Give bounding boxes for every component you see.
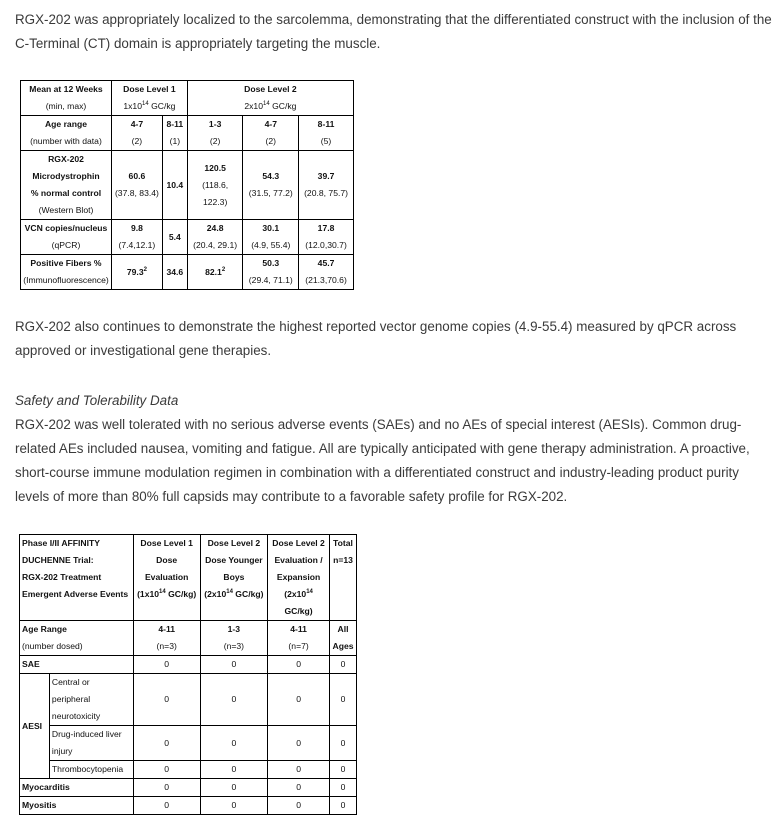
ae-title-line: Phase I/II AFFINITY <box>22 538 100 548</box>
n-value: (1) <box>169 136 181 146</box>
age-value: 4-7 <box>264 119 277 129</box>
pf-value: 34.6 <box>166 266 184 277</box>
age-cell <box>162 116 187 151</box>
ae-count: 0 <box>268 656 330 674</box>
ae-count: 0 <box>268 726 330 761</box>
ae-dose-exponent: 14 <box>159 589 166 596</box>
micro-cell <box>111 151 162 220</box>
dili-label: Drug-induced liver <box>51 729 122 739</box>
dose-1-unit: GC/kg <box>148 101 176 111</box>
pf-label-cell <box>21 255 112 290</box>
ae-count: 0 <box>200 656 268 674</box>
header-mean: Mean at 12 Weeks <box>29 84 103 94</box>
ae-count: 0 <box>329 726 356 761</box>
adverse-events-table <box>19 534 357 815</box>
ae-cpn-row <box>20 674 357 726</box>
ae-header-line: Dose Level 2 <box>207 538 261 548</box>
ae-count: 0 <box>200 761 268 779</box>
ae-age-cell <box>329 621 356 656</box>
ae-age-cell <box>133 621 200 656</box>
micro-range: (31.5, 77.2) <box>248 188 293 198</box>
ae-dose-exponent: 14 <box>306 589 313 596</box>
pf-cell <box>243 255 299 290</box>
ae-total-label: Total <box>333 538 353 548</box>
micro-cell <box>299 151 354 220</box>
dose-2-amount-cell <box>187 98 353 116</box>
pf-range: (21.3,70.6) <box>305 275 347 285</box>
n-value: (2) <box>265 136 277 146</box>
age-label-cell <box>21 116 112 151</box>
pf-range: (29.4, 71.1) <box>248 275 293 285</box>
micro-label-cell <box>21 151 112 220</box>
pf-value: 82.1 <box>205 266 222 277</box>
dili-label: injury <box>51 746 73 756</box>
ae-count: 0 <box>133 656 200 674</box>
ae-thrombo-row <box>20 761 357 779</box>
microdystrophin-row <box>21 151 354 220</box>
dili-label-cell <box>49 726 133 761</box>
dose-1-amount: 1x10 <box>123 101 142 111</box>
n-value: (2) <box>131 136 143 146</box>
ae-age-label-cell <box>20 621 134 656</box>
age-cell <box>111 116 162 151</box>
pf-value: 50.3 <box>262 258 280 268</box>
micro-value: 54.3 <box>262 171 280 181</box>
vcn-method: (qPCR) <box>51 240 81 250</box>
vcn-cell <box>243 220 299 255</box>
ae-sae-row <box>20 656 357 674</box>
vcn-label: VCN copies/nucleus <box>24 223 108 233</box>
ae-header-line: Dose Younger <box>205 555 263 565</box>
vcn-cell <box>162 220 187 255</box>
ae-title-line: RGX-202 Treatment <box>22 572 102 582</box>
ae-dose-amount: (2x10 <box>284 589 307 599</box>
pf-cell <box>187 255 243 290</box>
vcn-value: 30.1 <box>262 223 280 233</box>
ae-dose-unit: GC/kg) <box>284 606 313 616</box>
ae-count: 0 <box>200 674 268 726</box>
cpn-label: neurotoxicity <box>51 711 101 721</box>
ae-n-value: (n=3) <box>223 641 245 651</box>
ae-count: 0 <box>329 779 356 797</box>
micro-label: RGX-202 <box>48 154 84 164</box>
header-dose-level-2 <box>187 81 353 99</box>
ae-count: 0 <box>268 674 330 726</box>
micro-range: (37.8, 83.4) <box>114 188 159 198</box>
ae-age-sublabel: (number dosed) <box>22 641 83 651</box>
ae-header-row <box>20 535 357 621</box>
age-label: Age range <box>44 119 87 129</box>
aesi-label: AESI <box>20 674 50 779</box>
safety-heading: Safety and Tolerability Data <box>15 393 179 408</box>
age-value: 8-11 <box>317 119 335 129</box>
ae-count: 0 <box>268 779 330 797</box>
micro-label: Microdystrophin <box>32 171 100 181</box>
ae-dili-row <box>20 726 357 761</box>
ae-count: 0 <box>200 797 268 815</box>
pf-cell <box>111 255 162 290</box>
ae-myocarditis-row <box>20 779 357 797</box>
ae-n-value: (n=7) <box>288 641 309 651</box>
ae-total-n: n=13 <box>333 555 353 565</box>
ae-age-cell <box>200 621 268 656</box>
ae-count: 0 <box>329 674 356 726</box>
micro-value: 39.7 <box>317 171 335 181</box>
table-header-row <box>21 81 354 99</box>
ae-count: 0 <box>200 726 268 761</box>
header-minmax-cell <box>21 98 112 116</box>
vcn-range: (12.0,30.7) <box>305 240 347 250</box>
age-value: 4-7 <box>130 119 144 129</box>
myocarditis-label: Myocarditis <box>20 779 134 797</box>
ae-age-value: 4-11 <box>290 624 307 634</box>
ae-dose-amount: (1x10 <box>137 589 160 599</box>
ae-count: 0 <box>133 779 200 797</box>
micro-cell <box>187 151 243 220</box>
sae-label: SAE <box>20 656 134 674</box>
header-dose-level-1 <box>111 81 187 99</box>
ae-header-line: Evaluation <box>144 572 189 582</box>
dose-2-exponent: 14 <box>263 101 270 108</box>
vcn-cell <box>299 220 354 255</box>
dose-level-1-label: Dose Level 1 <box>123 84 176 94</box>
ae-header-line: Dose Level 1 <box>140 538 193 548</box>
ae-age-value: Ages <box>332 641 354 651</box>
pf-label: Positive Fibers % <box>30 258 102 268</box>
micro-range: (118.6, 122.3) <box>202 179 229 207</box>
ae-age-label: Age Range <box>22 624 67 634</box>
ae-age-cell <box>268 621 330 656</box>
dose-2-unit: GC/kg <box>269 101 297 111</box>
pf-value: 45.7 <box>317 258 335 268</box>
vcn-range: (7.4,12.1) <box>118 240 156 250</box>
ae-age-row <box>20 621 357 656</box>
ae-age-value: 4-11 <box>158 624 176 634</box>
safety-paragraph: RGX-202 was well tolerated with no serious adverse events (SAEs) and no AEs of special interest (AESIs). Common drug-related AEs included nausea, vomiting and fatigue. All are typically anticipated with gene therapy administration. A proactive, short-course immune modulation regimen in combination with a differentiated construct and industry-leading product purity levels of more than 80% full capsids may contribute to a favorable safety profile for RGX-202. <box>15 417 750 504</box>
cpn-label-cell <box>49 674 133 726</box>
age-cell <box>243 116 299 151</box>
myositis-label: Myositis <box>20 797 134 815</box>
ae-count: 0 <box>329 656 356 674</box>
ae-dose-exponent: 14 <box>226 589 233 596</box>
micro-cell <box>162 151 187 220</box>
ae-header-line: Expansion <box>276 572 321 582</box>
ae-header-dl1 <box>133 535 200 621</box>
n-value: (5) <box>320 136 332 146</box>
age-cell <box>299 116 354 151</box>
pf-footnote: 2 <box>143 266 147 273</box>
pf-cell <box>299 255 354 290</box>
pf-cell <box>162 255 187 290</box>
dose-2-amount: 2x10 <box>244 101 263 111</box>
vcn-value: 17.8 <box>317 223 335 233</box>
ae-title-line: Emergent Adverse Events <box>22 589 129 599</box>
pf-value: 79.3 <box>126 266 144 277</box>
age-value: 1-3 <box>208 119 222 129</box>
cpn-label: peripheral <box>51 694 91 704</box>
pf-footnote: 2 <box>221 266 226 273</box>
ae-header-title-cell <box>20 535 134 621</box>
ae-dose-unit: GC/kg) <box>165 589 197 599</box>
vcn-range: (4.9, 55.4) <box>251 240 291 250</box>
ae-header-line: Dose <box>156 555 178 565</box>
ae-header-total <box>329 535 356 621</box>
dose-level-2-label: Dose Level 2 <box>244 84 297 94</box>
ae-count: 0 <box>133 797 200 815</box>
table-header-row-2 <box>21 98 354 116</box>
ae-count: 0 <box>133 726 200 761</box>
vcn-row <box>21 220 354 255</box>
ae-header-line: Boys <box>223 572 245 582</box>
header-mean-cell <box>21 81 112 99</box>
ae-count: 0 <box>268 761 330 779</box>
micro-label: % normal control <box>30 188 102 198</box>
header-minmax: (min, max) <box>45 101 87 111</box>
ae-age-value: All <box>337 624 349 634</box>
vcn-label-cell <box>21 220 112 255</box>
vcn-cell <box>111 220 162 255</box>
ae-header-line: Dose Level 2 <box>272 538 325 548</box>
vcn-value: 5.4 <box>168 231 181 242</box>
cpn-label: Central or <box>51 677 90 687</box>
positive-fibers-row <box>21 255 354 290</box>
ae-count: 0 <box>268 797 330 815</box>
ae-header-line: Evaluation / <box>274 555 323 565</box>
ae-title-line: DUCHENNE Trial: <box>22 555 94 565</box>
micro-method: (Western Blot) <box>38 205 94 215</box>
micro-value: 10.4 <box>166 179 184 190</box>
micro-range: (20.8, 75.7) <box>304 188 349 198</box>
ae-count: 0 <box>329 761 356 779</box>
vcn-range: (20.4, 29.1) <box>193 240 238 250</box>
ae-age-value: 1-3 <box>227 624 241 634</box>
intro-paragraph: RGX-202 was appropriately localized to the sarcolemma, demonstrating that the differentiated construct with the inclusion of the C-Terminal (CT) domain is appropriately targeting the muscle. <box>15 12 772 51</box>
age-row <box>21 116 354 151</box>
ae-myositis-row <box>20 797 357 815</box>
ae-count: 0 <box>133 761 200 779</box>
ae-header-dl2-expansion <box>268 535 330 621</box>
efficacy-table <box>20 80 354 290</box>
micro-value: 120.5 <box>204 162 226 173</box>
ae-count: 0 <box>133 674 200 726</box>
age-sublabel: (number with data) <box>30 136 102 146</box>
ae-count: 0 <box>200 779 268 797</box>
thrombo-label: Thrombocytopenia <box>49 761 133 779</box>
dose-1-exponent: 14 <box>142 101 149 108</box>
micro-cell <box>243 151 299 220</box>
ae-count: 0 <box>329 797 356 815</box>
vcn-value: 24.8 <box>206 223 224 233</box>
ae-header-dl2-younger <box>200 535 268 621</box>
ae-dose-unit: GC/kg) <box>232 589 264 599</box>
ae-n-value: (n=3) <box>156 641 177 651</box>
pf-method: (Immunofluorescence) <box>23 275 109 285</box>
vcn-value: 9.8 <box>130 223 143 233</box>
vcn-cell <box>187 220 243 255</box>
vector-copies-paragraph: RGX-202 also continues to demonstrate the highest reported vector genome copies (4.9-55.4) measured by qPCR across approved or investigational gene therapies. <box>15 319 737 358</box>
age-cell <box>187 116 243 151</box>
dose-1-amount-cell <box>111 98 187 116</box>
n-value: (2) <box>209 136 221 146</box>
micro-value: 60.6 <box>128 171 146 181</box>
ae-dose-amount: (2x10 <box>204 589 227 599</box>
age-value: 8-11 <box>166 119 184 129</box>
